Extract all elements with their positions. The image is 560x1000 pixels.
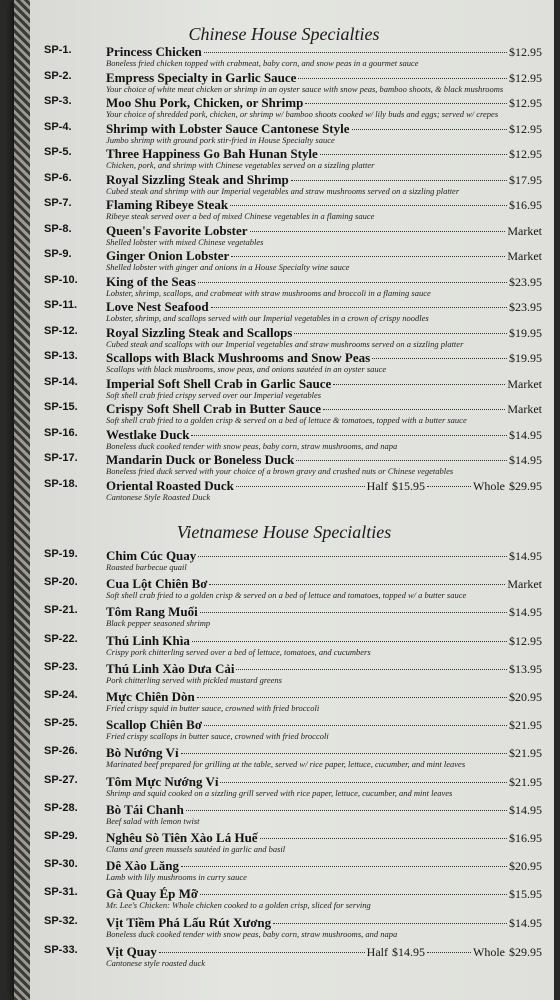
- item-name: King of the Seas: [106, 273, 196, 289]
- leader-dots: [260, 838, 507, 839]
- leader-dots: [291, 180, 507, 181]
- leader-dots: [294, 333, 507, 334]
- item-price: $12.95: [509, 633, 542, 648]
- leader-dots: [230, 205, 507, 206]
- leader-dots: [220, 782, 507, 783]
- leader-dots: [209, 584, 505, 585]
- item-price: $21.95: [509, 774, 542, 789]
- item-code: SP-27.: [44, 773, 78, 786]
- item-code: SP-25.: [44, 717, 78, 730]
- item-description: Cubed steak and shrimp with our Imperial vegetables and straw mushrooms served on a sizzling platter: [106, 185, 460, 196]
- item-name: Westlake Duck: [106, 426, 190, 442]
- item-price: $14.95: [509, 427, 542, 442]
- item-description: Roasted barbecue quail: [106, 562, 187, 572]
- item-code: SP-14.: [44, 375, 78, 388]
- item-description: Clams and green mussels sautéed in garlic and basil: [106, 844, 286, 854]
- item-name: Crispy Soft Shell Crab in Butter Sauce: [106, 401, 321, 416]
- item-description: Shrimp and squid cooked on a sizzling grill served with rice paper, lettuce, cucumber, and mint leaves: [106, 787, 453, 798]
- item-name: Imperial Soft Shell Crab in Garlic Sauce: [106, 375, 332, 391]
- item-code: SP-17.: [44, 452, 78, 464]
- vietnamese-section-title: Vietnamese House Specialties: [176, 522, 392, 542]
- item-description: Soft shell crab fried to a golden crisp & served on a bed of lettuce & tomatoes, topped with a butter sauce: [106, 415, 467, 425]
- item-price: $16.95: [509, 198, 542, 212]
- item-code: SP-15.: [44, 401, 78, 413]
- item-price: $14.95: [509, 915, 542, 930]
- item-name: Oriental Roasted Duck: [106, 478, 234, 493]
- leader-dots: [296, 460, 507, 461]
- item-name: Princess Chicken: [106, 44, 202, 59]
- item-name: Tôm Mực Nướng Vỉ: [106, 773, 219, 789]
- item-description: Black pepper seasoned shrimp: [106, 618, 211, 629]
- item-name: Love Nest Seafood: [106, 299, 209, 314]
- item-name: Dê Xào Lăng: [106, 858, 179, 874]
- item-name: Moo Shu Pork, Chicken, or Shrimp: [106, 95, 304, 110]
- item-code: SP-4.: [44, 120, 72, 133]
- item-code: SP-3.: [44, 95, 72, 107]
- item-description: Cantonese Style Roasted Duck: [106, 492, 211, 502]
- item-code: SP-16.: [44, 426, 78, 439]
- item-price: $23.95: [509, 300, 542, 314]
- leader-dots: [186, 810, 507, 811]
- item-description: Chicken, pork, and shrimp with Chinese vegetables served on a sizzling platter: [106, 160, 375, 170]
- item-code: SP-32.: [44, 914, 78, 927]
- leader-dots: [320, 154, 507, 155]
- item-description: Ribeye steak served over a bed of mixed Chinese vegetables in a flaming sauce: [106, 211, 375, 221]
- item-price: $15.95: [509, 887, 542, 902]
- half-price: $15.95: [392, 479, 425, 493]
- item-price: $20.95: [509, 690, 542, 704]
- item-description: Soft shell crab fried to a golden crisp & served on a bed of lettuce and tomatoes, topped w/ a butter sauce: [106, 590, 467, 601]
- item-description: Lobster, shrimp, scallops, and crabmeat with straw mushrooms and broccoli in a flaming sauce: [106, 287, 431, 298]
- item-price: $19.95: [509, 351, 542, 365]
- item-name: Royal Sizzling Steak and Scallops: [106, 324, 293, 340]
- leader-dots: [200, 894, 507, 895]
- item-price: $14.95: [509, 453, 542, 467]
- item-name: Vịt Quay: [106, 944, 157, 959]
- leader-dots: [352, 129, 507, 130]
- item-code: SP-18.: [44, 478, 78, 490]
- leader-dots: [236, 669, 507, 670]
- item-description: Lobster, shrimp, and scallops served with our Imperial vegetables in a crown of crispy noodles: [106, 313, 429, 323]
- item-code: SP-6.: [44, 171, 72, 184]
- leader-dots: [323, 409, 505, 410]
- item-code: SP-26.: [44, 745, 78, 758]
- item-price: $14.95: [509, 605, 542, 620]
- item-name: Queen's Favorite Lobster: [106, 222, 248, 238]
- item-price: $20.95: [509, 859, 542, 874]
- item-description: Fried crispy scallops in butter sauce, crowned with fried broccoli: [106, 731, 329, 742]
- item-price: $14.95: [509, 549, 542, 563]
- item-name: Mandarin Duck or Boneless Duck: [106, 452, 295, 467]
- item-price: $12.95: [509, 70, 542, 85]
- item-name: Cua Lột Chiên Bơ: [106, 576, 208, 592]
- item-description: Soft shell crab fried crispy served over our Imperial vegetables: [106, 389, 322, 400]
- item-code: SP-30.: [44, 858, 78, 871]
- item-price: $23.95: [509, 274, 542, 289]
- item-code: SP-13.: [44, 350, 78, 362]
- leader-dots: [236, 486, 365, 487]
- item-price: $12.95: [509, 96, 542, 110]
- leader-dots: [427, 486, 471, 487]
- item-description: Boneless duck cooked tender with snow peas, baby corn, straw mushrooms, and napa: [106, 440, 398, 451]
- item-name: Tôm Rang Muối: [106, 604, 198, 620]
- item-code: SP-11.: [44, 299, 78, 311]
- item-price: $21.95: [509, 718, 542, 733]
- item-description: Boneless fried chicken topped with crabmeat, baby corn, and snow peas in a gourmet sauce: [106, 58, 419, 68]
- item-code: SP-22.: [44, 632, 78, 645]
- item-description: Jumbo shrimp with ground pork stir-fried in House Specialty sauce: [106, 134, 335, 145]
- leader-dots: [250, 231, 506, 232]
- item-price: $17.95: [509, 172, 542, 187]
- item-price: Market: [507, 402, 542, 416]
- item-name: Scallops with Black Mushrooms and Snow Peas: [106, 350, 371, 365]
- item-code: SP-33.: [44, 944, 78, 956]
- item-description: Fried crispy squid in butter sauce, crowned with fried broccoli: [106, 703, 320, 713]
- item-price: $12.95: [509, 147, 542, 161]
- leader-dots: [204, 725, 507, 726]
- whole-price: $29.95: [509, 945, 542, 959]
- item-name: Thú Linh Khìa: [106, 632, 190, 648]
- item-code: SP-24.: [44, 689, 78, 701]
- item-name: Shrimp with Lobster Sauce Cantonese Style: [106, 120, 350, 136]
- item-code: SP-31.: [44, 886, 78, 899]
- item-code: SP-21.: [44, 604, 78, 617]
- item-description: Boneless fried duck served with your choice of a brown gravy and crushed nuts or Chinese vegetables: [106, 466, 454, 476]
- item-description: Cantonese style roasted duck: [106, 958, 206, 968]
- leader-dots: [333, 384, 505, 385]
- whole-price: $29.95: [509, 479, 542, 493]
- item-name: Ginger Onion Lobster: [106, 248, 230, 263]
- paper-edge: [14, 0, 30, 1000]
- item-code: SP-8.: [44, 222, 72, 235]
- leader-dots: [298, 78, 507, 79]
- item-description: Marinated beef prepared for grilling at the table, served w/ rice paper, lettuce, cucumber, and mint leaves: [106, 759, 466, 770]
- leader-dots: [192, 641, 507, 642]
- item-code: SP-20.: [44, 576, 78, 589]
- item-name: Bò Nướng Vỉ: [106, 745, 179, 761]
- half-price: $14.95: [392, 945, 425, 959]
- item-code: SP-7.: [44, 197, 72, 209]
- leader-dots: [231, 256, 505, 257]
- whole-label: Whole: [473, 479, 505, 493]
- item-description: Lamb with lily mushrooms in curry sauce: [106, 872, 247, 883]
- item-name: Flaming Ribeye Steak: [106, 197, 229, 212]
- leader-dots: [372, 358, 507, 359]
- item-price: Market: [507, 249, 542, 263]
- item-description: Your choice of white meat chicken or shrimp in an oyster sauce with snow peas, bamboo shoots, & black mushrooms: [106, 83, 504, 94]
- item-description: Scallops with black mushrooms, snow peas, and onions sautéed in an oyster sauce: [106, 364, 387, 374]
- item-name: Royal Sizzling Steak and Shrimp: [106, 171, 289, 187]
- leader-dots: [197, 697, 507, 698]
- item-code: SP-12.: [44, 324, 78, 337]
- whole-label: Whole: [473, 945, 505, 959]
- item-name: Empress Specialty in Garlic Sauce: [106, 69, 297, 85]
- item-name: Mực Chiên Dòn: [106, 689, 195, 704]
- leader-dots: [204, 52, 507, 53]
- leader-dots: [200, 612, 507, 613]
- item-name: Scallop Chiên Bơ: [106, 717, 203, 733]
- item-name: Gà Quay Ép Mỡ: [106, 886, 199, 902]
- item-price: $12.95: [509, 45, 542, 59]
- item-description: Cubed steak and scallops with our Imperial vegetables and straw mushrooms served on a sizzling platter: [106, 338, 464, 349]
- item-name: Vịt Tiềm Phá Lấu Rút Xương: [106, 914, 272, 930]
- item-price: Market: [507, 376, 542, 391]
- item-code: SP-19.: [44, 548, 78, 560]
- item-description: Mr. Lee's Chicken: Whole chicken cooked to a golden crisp, sliced for serving: [106, 900, 371, 911]
- leader-dots: [211, 307, 507, 308]
- half-label: Half: [366, 945, 388, 959]
- item-code: SP-1.: [44, 44, 72, 56]
- item-description: Beef salad with lemon twist: [106, 815, 200, 826]
- item-description: Boneless duck cooked tender with snow peas, baby corn, straw mushrooms, and napa: [106, 928, 398, 939]
- leader-dots: [181, 753, 507, 754]
- leader-dots: [198, 556, 507, 557]
- menu-page: [14, 0, 554, 1000]
- item-price: $14.95: [509, 802, 542, 817]
- item-code: SP-2.: [44, 69, 72, 82]
- item-price: Market: [507, 577, 542, 592]
- item-description: Pork chitterling served with pickled mustard greens: [106, 674, 282, 685]
- leader-dots: [181, 866, 507, 867]
- item-code: SP-29.: [44, 830, 78, 842]
- item-price: $13.95: [509, 661, 542, 676]
- item-name: Thú Linh Xào Dưa Cải: [106, 660, 235, 676]
- item-price: Market: [507, 223, 542, 238]
- item-description: Shelled lobster with mixed Chinese vegetables: [106, 236, 264, 247]
- item-code: SP-5.: [44, 146, 72, 158]
- chinese-section-title: Chinese House Specialties: [188, 24, 380, 44]
- item-price: $19.95: [509, 325, 542, 340]
- leader-dots: [159, 952, 365, 953]
- item-price: $12.95: [509, 121, 542, 136]
- leader-dots: [273, 923, 507, 924]
- item-description: Your choice of shredded pork, chicken, or shrimp w/ bamboo shoots cooked w/ lily buds and eggs; served w/ crepes: [106, 109, 499, 119]
- item-price: $21.95: [509, 746, 542, 761]
- item-name: Chim Cúc Quay: [106, 548, 197, 563]
- item-code: SP-9.: [44, 248, 72, 260]
- item-name: Nghêu Sò Tiên Xào Lá Huế: [106, 830, 258, 845]
- item-price: $16.95: [509, 831, 542, 845]
- item-description: Crispy pork chitterling served over a bed of lettuce, tomatoes, and cucumbers: [106, 646, 371, 657]
- item-name: Three Happiness Go Bah Hunan Style: [106, 146, 318, 161]
- half-label: Half: [366, 479, 388, 493]
- leader-dots: [305, 103, 507, 104]
- item-name: Bò Tái Chanh: [106, 801, 184, 817]
- leader-dots: [198, 282, 507, 283]
- item-code: SP-28.: [44, 801, 78, 814]
- leader-dots: [427, 952, 471, 953]
- item-code: SP-23.: [44, 660, 78, 673]
- item-code: SP-10.: [44, 273, 78, 286]
- leader-dots: [191, 435, 507, 436]
- item-description: Shelled lobster with ginger and onions in a House Specialty wine sauce: [106, 262, 350, 272]
